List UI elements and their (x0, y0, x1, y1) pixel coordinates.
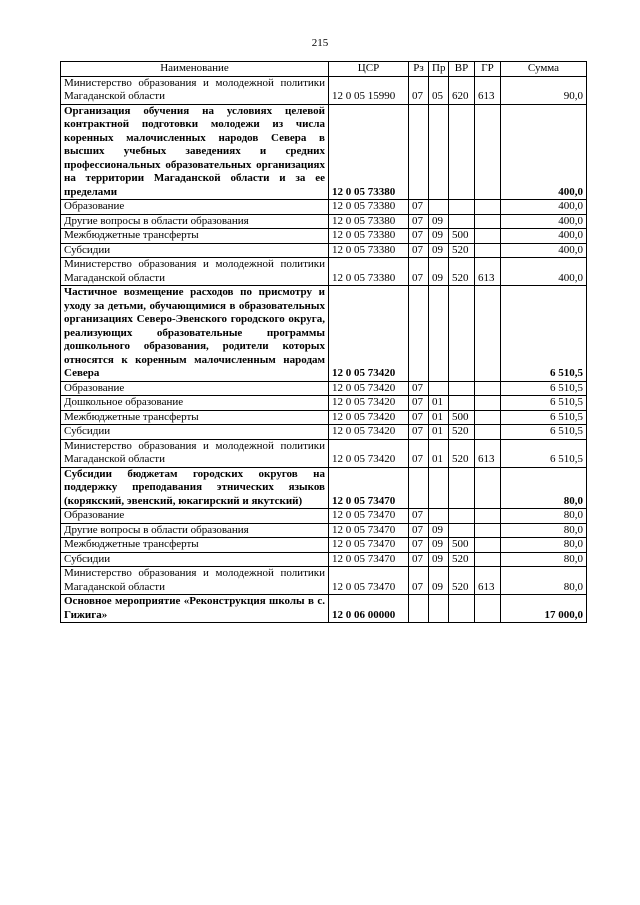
cell-pr: 09 (429, 523, 449, 538)
cell-name: Организация обучения на условиях целевой контрактной подготовки молодежи из числа коренных малочисленных народов Севера в высших учебных заведениях и средних профессиональных образовательных организациях на территории Магаданской области и за ее пределами (61, 104, 329, 200)
cell-pr (429, 467, 449, 509)
cell-sum: 80,0 (501, 509, 587, 524)
cell-gr (475, 243, 501, 258)
cell-csr: 12 0 05 73470 (329, 567, 409, 595)
cell-rz (409, 286, 429, 382)
cell-gr: 613 (475, 439, 501, 467)
cell-sum: 17 000,0 (501, 595, 587, 623)
table-row (61, 509, 587, 524)
cell-gr: 613 (475, 258, 501, 286)
cell-vr: 520 (449, 567, 475, 595)
cell-sum: 400,0 (501, 258, 587, 286)
cell-rz: 07 (409, 200, 429, 215)
header-row (61, 62, 587, 77)
cell-csr: 12 0 05 73380 (329, 104, 409, 200)
cell-pr: 05 (429, 76, 449, 104)
table-row (61, 595, 587, 623)
cell-csr: 12 0 05 73380 (329, 243, 409, 258)
cell-pr (429, 381, 449, 396)
cell-sum: 400,0 (501, 200, 587, 215)
table-row (61, 552, 587, 567)
table-row (61, 538, 587, 553)
table-row (61, 243, 587, 258)
cell-csr: 12 0 05 73420 (329, 425, 409, 440)
cell-rz (409, 467, 429, 509)
cell-rz: 07 (409, 567, 429, 595)
table-row (61, 425, 587, 440)
cell-vr: 520 (449, 552, 475, 567)
cell-pr: 09 (429, 538, 449, 553)
cell-name: Образование (61, 200, 329, 215)
cell-pr: 09 (429, 552, 449, 567)
column-header-pr: Пр (429, 62, 449, 77)
cell-rz (409, 595, 429, 623)
cell-gr (475, 396, 501, 411)
cell-name: Основное мероприятие «Реконструкция школы в с. Гижига» (61, 595, 329, 623)
cell-name: Субсидии (61, 425, 329, 440)
cell-vr: 520 (449, 439, 475, 467)
cell-vr (449, 381, 475, 396)
cell-pr (429, 595, 449, 623)
cell-rz: 07 (409, 552, 429, 567)
table-row (61, 214, 587, 229)
cell-rz: 07 (409, 381, 429, 396)
cell-vr (449, 467, 475, 509)
cell-sum: 6 510,5 (501, 286, 587, 382)
cell-name: Субсидии бюджетам городских округов на поддержку преподавания этнических языков (корякский, эвенский, юкагирский и якутский) (61, 467, 329, 509)
cell-name: Дошкольное образование (61, 396, 329, 411)
column-header-vr: ВР (449, 62, 475, 77)
cell-rz: 07 (409, 439, 429, 467)
cell-gr (475, 509, 501, 524)
cell-pr (429, 286, 449, 382)
cell-gr (475, 552, 501, 567)
cell-gr: 613 (475, 567, 501, 595)
cell-csr: 12 0 06 00000 (329, 595, 409, 623)
cell-pr: 09 (429, 229, 449, 244)
cell-name: Министерство образования и молодежной политики Магаданской области (61, 258, 329, 286)
column-header-gr: ГР (475, 62, 501, 77)
cell-name: Субсидии (61, 552, 329, 567)
cell-gr (475, 595, 501, 623)
cell-pr: 01 (429, 439, 449, 467)
cell-csr: 12 0 05 73380 (329, 200, 409, 215)
cell-vr: 500 (449, 229, 475, 244)
table-body (61, 76, 587, 623)
cell-rz: 07 (409, 214, 429, 229)
cell-vr (449, 286, 475, 382)
cell-gr (475, 425, 501, 440)
cell-sum: 400,0 (501, 214, 587, 229)
cell-vr (449, 104, 475, 200)
cell-pr: 09 (429, 567, 449, 595)
cell-csr: 12 0 05 73470 (329, 467, 409, 509)
cell-csr: 12 0 05 73420 (329, 410, 409, 425)
cell-sum: 80,0 (501, 567, 587, 595)
cell-gr (475, 410, 501, 425)
table-row (61, 410, 587, 425)
cell-gr (475, 214, 501, 229)
cell-name: Министерство образования и молодежной политики Магаданской области (61, 439, 329, 467)
column-header-sum: Сумма (501, 62, 587, 77)
cell-name: Образование (61, 509, 329, 524)
cell-pr: 09 (429, 243, 449, 258)
cell-csr: 12 0 05 73420 (329, 381, 409, 396)
cell-name: Межбюджетные трансферты (61, 538, 329, 553)
cell-vr (449, 200, 475, 215)
cell-vr: 620 (449, 76, 475, 104)
table-row (61, 229, 587, 244)
cell-sum: 400,0 (501, 243, 587, 258)
cell-sum: 6 510,5 (501, 439, 587, 467)
table-row (61, 396, 587, 411)
cell-rz: 07 (409, 538, 429, 553)
cell-name: Другие вопросы в области образования (61, 523, 329, 538)
cell-rz: 07 (409, 243, 429, 258)
cell-name: Другие вопросы в области образования (61, 214, 329, 229)
table-row (61, 523, 587, 538)
table-row (61, 381, 587, 396)
cell-name: Межбюджетные трансферты (61, 410, 329, 425)
cell-rz: 07 (409, 509, 429, 524)
cell-pr: 01 (429, 425, 449, 440)
cell-rz: 07 (409, 258, 429, 286)
cell-rz: 07 (409, 523, 429, 538)
cell-name: Субсидии (61, 243, 329, 258)
cell-sum: 400,0 (501, 104, 587, 200)
cell-gr (475, 104, 501, 200)
cell-sum: 6 510,5 (501, 425, 587, 440)
cell-rz: 07 (409, 76, 429, 104)
cell-csr: 12 0 05 73470 (329, 509, 409, 524)
cell-pr: 01 (429, 396, 449, 411)
cell-rz: 07 (409, 229, 429, 244)
cell-sum: 80,0 (501, 538, 587, 553)
cell-gr (475, 286, 501, 382)
cell-sum: 80,0 (501, 552, 587, 567)
cell-vr (449, 595, 475, 623)
cell-gr (475, 523, 501, 538)
cell-gr (475, 467, 501, 509)
cell-gr (475, 538, 501, 553)
table-row (61, 467, 587, 509)
cell-gr (475, 200, 501, 215)
cell-rz: 07 (409, 425, 429, 440)
cell-rz: 07 (409, 396, 429, 411)
cell-csr: 12 0 05 73420 (329, 439, 409, 467)
cell-vr: 520 (449, 243, 475, 258)
cell-gr: 613 (475, 76, 501, 104)
cell-csr: 12 0 05 73380 (329, 214, 409, 229)
column-header-name: Наименование (61, 62, 329, 77)
cell-rz (409, 104, 429, 200)
cell-gr (475, 229, 501, 244)
cell-csr: 12 0 05 73470 (329, 552, 409, 567)
column-header-csr: ЦСР (329, 62, 409, 77)
cell-name: Частичное возмещение расходов по присмотру и уходу за детьми, обучающимися в образовательных организациях Северо-Эвенского городского округа, реализующих образовательные программы дошкольного образования, родители которых относятся к коренным малочисленным народам Севера (61, 286, 329, 382)
table-header (61, 62, 587, 77)
cell-vr: 500 (449, 410, 475, 425)
cell-pr: 01 (429, 410, 449, 425)
cell-vr (449, 523, 475, 538)
cell-sum: 6 510,5 (501, 410, 587, 425)
cell-pr: 09 (429, 258, 449, 286)
cell-name: Министерство образования и молодежной политики Магаданской области (61, 567, 329, 595)
cell-csr: 12 0 05 73420 (329, 396, 409, 411)
table-row (61, 286, 587, 382)
cell-pr (429, 104, 449, 200)
table-row (61, 76, 587, 104)
cell-name: Образование (61, 381, 329, 396)
cell-name: Межбюджетные трансферты (61, 229, 329, 244)
cell-vr: 520 (449, 425, 475, 440)
cell-vr: 520 (449, 258, 475, 286)
cell-gr (475, 381, 501, 396)
cell-name: Министерство образования и молодежной политики Магаданской области (61, 76, 329, 104)
cell-sum: 6 510,5 (501, 381, 587, 396)
column-header-rz: Рз (409, 62, 429, 77)
cell-csr: 12 0 05 73420 (329, 286, 409, 382)
cell-pr (429, 200, 449, 215)
cell-vr (449, 509, 475, 524)
cell-pr (429, 509, 449, 524)
cell-pr: 09 (429, 214, 449, 229)
cell-csr: 12 0 05 73470 (329, 523, 409, 538)
cell-sum: 6 510,5 (501, 396, 587, 411)
budget-table (60, 61, 587, 623)
cell-sum: 80,0 (501, 523, 587, 538)
cell-vr (449, 214, 475, 229)
table-row (61, 567, 587, 595)
cell-vr: 500 (449, 538, 475, 553)
cell-rz: 07 (409, 410, 429, 425)
table-row (61, 258, 587, 286)
table-row (61, 439, 587, 467)
cell-csr: 12 0 05 73380 (329, 258, 409, 286)
table-row (61, 104, 587, 200)
cell-csr: 12 0 05 15990 (329, 76, 409, 104)
cell-sum: 400,0 (501, 229, 587, 244)
cell-csr: 12 0 05 73380 (329, 229, 409, 244)
cell-csr: 12 0 05 73470 (329, 538, 409, 553)
cell-vr (449, 396, 475, 411)
cell-sum: 90,0 (501, 76, 587, 104)
table-row (61, 200, 587, 215)
page-number: 215 (311, 37, 329, 49)
cell-sum: 80,0 (501, 467, 587, 509)
